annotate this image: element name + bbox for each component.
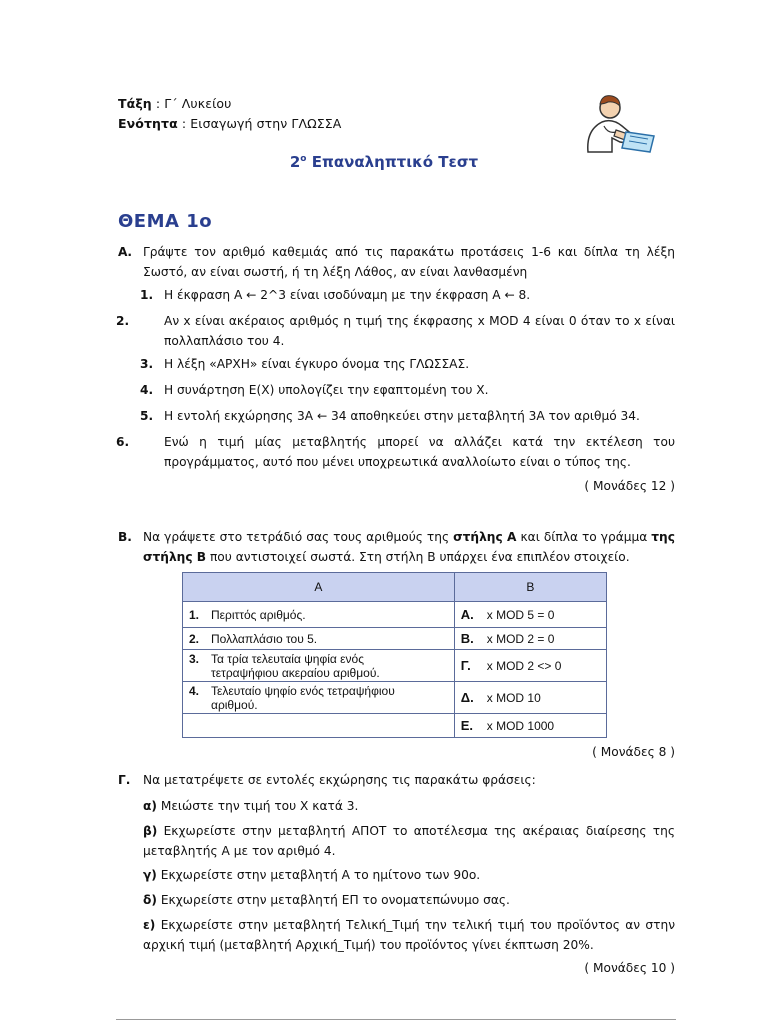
class-label: Τάξη [118,96,152,111]
table-row: 3. Τα τρία τελευταία ψηφία ενός τετραψήφιου ακεραίου αριθμού. Γ. x MOD 2 <> 0 [183,650,607,682]
table-row: Ε. x MOD 1000 [183,714,607,738]
sectionC-intro: Να μετατρέψετε σε εντολές εκχώρησης τις παρακάτω φράσεις: [143,773,536,787]
question-item: 6. Ενώ η τιμή μίας μεταβλητής μπορεί να αλλάζει κατά την εκτέλεση του προγράμματος, αυτό που μένει υποχρεωτικά αναλλοίωτο είναι ο τύπος της. [116,435,675,469]
sectionA-intro: Γράψτε τον αριθμό καθεμιάς από τις παρακάτω προτάσεις 1-6 και δίπλα τη λέξη Σωστό, αν είναι σωστή, ή τη λέξη Λάθος, αν είναι λανθασμένη [143,245,675,279]
unit-value: : Εισαγωγή στην ΓΛΩΣΣΑ [177,116,342,131]
conversion-item: β) Εκχωρείστε στην μεταβλητή ΑΠΟΤ το αποτέλεσμα της ακέραιας διαίρεσης της μεταβλητής Α με τον αριθμό 4. [143,824,676,858]
question-item: 2. Αν x είναι ακέραιος αριθμός η τιμή της έκφρασης x MOD 4 είναι 0 όταν το x είναι πολλαπλάσιο του 4. [116,314,675,348]
unit-label: Ενότητα [118,116,178,131]
question-item: 1. Η έκφραση Α ← 2^3 είναι ισοδύναμη με την έκφραση Α ← 8. [140,288,531,302]
column-a-header: Α [183,573,455,602]
writing-person-illustration [582,92,658,156]
conversion-item: ε) Εκχωρείστε στην μεταβλητή Τελική_Τιμή την τελική τιμή του προϊόντος αν στην αρχική τιμή (μεταβλητή Αρχική_Τιμή) του προϊόντος γίνει έκπτωση 20%. [143,918,676,952]
section-heading: ΘΕΜΑ 1ο [118,211,213,232]
points-a: ( Μονάδες 12 ) [584,479,675,493]
class-line [118,96,231,111]
title-text: Επαναληπτικό Τεστ [306,153,479,171]
table-row: 4. Τελευταίο ψηφίο ενός τετραψήφιου αριθμού. Δ. x MOD 10 [183,682,607,714]
test-title [0,153,768,171]
table-row: 1. Περιττός αριθμός. Α. x MOD 5 = 0 [183,602,607,628]
title-sup: ο [300,154,307,164]
title-number: 2 [289,153,301,171]
question-item: 4. Η συνάρτηση Ε(Χ) υπολογίζει την εφαπτομένη του Χ. [140,383,489,397]
matching-table [182,572,607,738]
conversion-item: γ) Εκχωρείστε στην μεταβλητή Α το ημίτονο των 90ο. [143,868,481,882]
class-value: : Γ΄ Λυκείου [151,96,232,111]
points-b: ( Μονάδες 8 ) [592,745,675,759]
sectionC-letter: Γ. [118,773,131,787]
table-header-row [183,573,607,602]
sectionB-letter: Β. [118,530,132,544]
sectionA-letter: Α. [118,245,133,259]
column-b-header: Β [454,573,606,602]
conversion-item: α) Μειώστε την τιμή του Χ κατά 3. [143,799,359,813]
footer-divider [116,1019,676,1020]
question-item: 5. Η εντολή εκχώρησης 3Α ← 34 αποθηκεύει στην μεταβλητή 3Α τον αριθμό 34. [140,409,640,423]
conversion-item: δ) Εκχωρείστε στην μεταβλητή ΕΠ το ονοματεπώνυμο σας. [143,893,510,907]
points-c: ( Μονάδες 10 ) [584,961,675,975]
question-item: 3. Η λέξη «ΑΡΧΗ» είναι έγκυρο όνομα της ΓΛΩΣΣΑΣ. [140,357,470,371]
table-row: 2. Πολλαπλάσιο του 5. Β. x MOD 2 = 0 [183,628,607,650]
unit-line [118,116,341,131]
sectionB-intro: Να γράψετε στο τετράδιό σας τους αριθμούς της στήλης Α και δίπλα το γράμμα της στήλης Β που αντιστοιχεί σωστά. Στη στήλη Β υπάρχει ένα επιπλέον στοιχείο. [143,530,675,564]
